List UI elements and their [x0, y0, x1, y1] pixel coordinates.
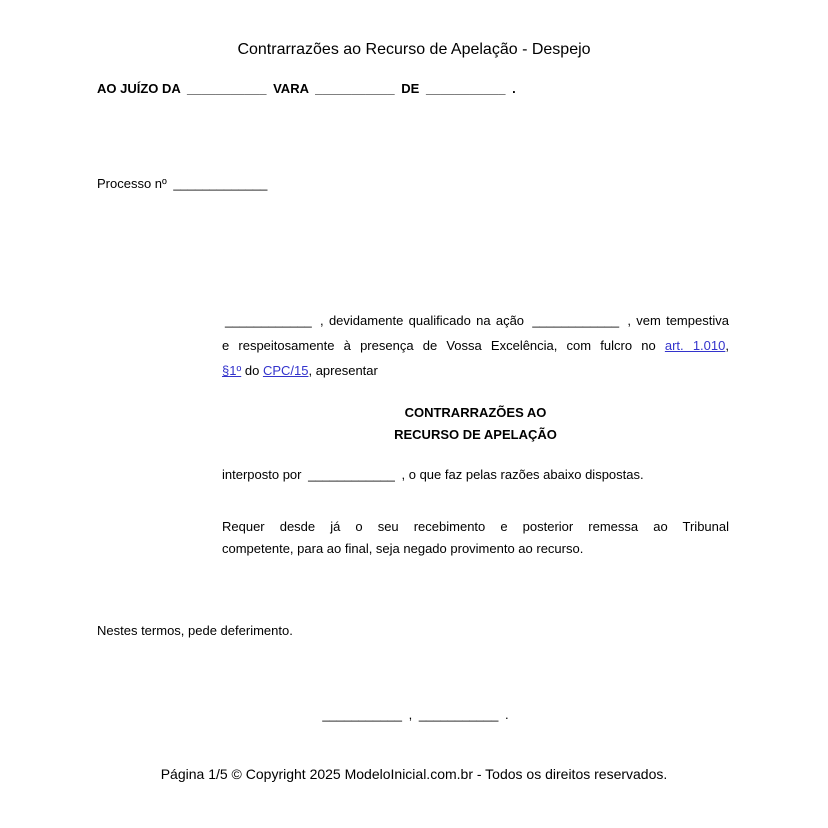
requer-line-2: competente, para ao final, seja negado provimento ao recurso. — [222, 541, 584, 556]
page-title: Contrarrazões ao Recurso de Apelação - Despejo — [237, 41, 591, 58]
requer-line-1: Requer desde já o seu recebimento e posterior remessa ao Tribunal — [222, 519, 729, 534]
intro-text-1: , devidamente qualificado na ação — [320, 313, 525, 328]
court-de-label: DE — [401, 81, 420, 96]
signature-place-blank: ___________ — [322, 707, 402, 722]
party-name-blank: ____________ — [225, 313, 312, 328]
signature-comma: , — [408, 707, 413, 722]
court-blank-2: ___________ — [315, 81, 395, 96]
link-art-1010[interactable]: art. 1.010 — [664, 338, 726, 353]
page-footer: Página 1/5 © Copyright 2025 ModeloInicial.com.br - Todos os direitos reservados. — [160, 766, 668, 782]
closing-line: Nestes termos, pede deferimento. — [97, 623, 293, 638]
process-label: Processo nº — [97, 176, 167, 191]
intro-line-1 — [222, 308, 729, 333]
action-name-blank: ____________ — [532, 313, 620, 328]
link-paragraph-1[interactable]: §1º — [222, 363, 242, 378]
intro-line-2 — [222, 333, 729, 358]
intro-line-3 — [222, 358, 729, 383]
court-blank-3: ___________ — [425, 81, 506, 96]
signature-date-blank: ___________ — [418, 707, 499, 722]
court-label: AO JUÍZO DA — [97, 81, 181, 96]
process-blank: _____________ — [173, 176, 268, 191]
process-number-line — [97, 176, 270, 191]
interposto-line — [222, 467, 729, 482]
interposto-text-2: , o que faz pelas razões abaixo dispostas. — [401, 467, 644, 482]
heading-line-1: CONTRARRAZÕES AO — [404, 405, 547, 420]
court-vara-label: VARA — [273, 81, 309, 96]
intro-text-3: e respeitosamente à presença de Vossa Excelência, com fulcro no — [222, 338, 656, 353]
court-address-line — [97, 81, 516, 96]
appellant-name-blank: ____________ — [308, 467, 395, 482]
intro-text-end: , apresentar — [308, 363, 378, 378]
intro-text-2: , vem tempestiva — [627, 313, 729, 328]
link-cpc-15[interactable]: CPC/15 — [262, 363, 309, 378]
court-period: . — [512, 81, 516, 96]
intro-text-do: do — [244, 363, 260, 378]
signature-period: . — [504, 707, 509, 722]
interposto-text-1: interposto por — [222, 467, 302, 482]
court-blank-1: ___________ — [186, 81, 267, 96]
requer-paragraph — [222, 516, 729, 560]
signature-place-date-line — [0, 707, 828, 722]
intro-paragraph — [222, 308, 729, 383]
intro-comma: , — [725, 338, 729, 353]
counterarguments-heading — [222, 402, 729, 446]
heading-line-2: RECURSO DE APELAÇÃO — [394, 427, 557, 442]
